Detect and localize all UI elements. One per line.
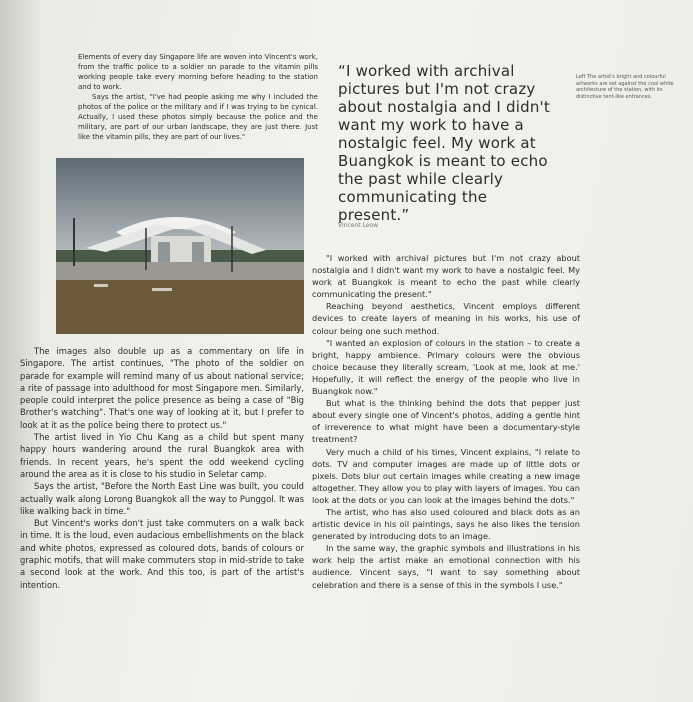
right-paragraph: In the same way, the graphic symbols and illustrations in his work help the artist make an emotional connection with his audience. Vincent says, "I want to say something about celebration and there is a sense of this in the symbols I use." (312, 543, 580, 590)
right-paragraph: "I wanted an explosion of colours in the station – to create a bright, happy ambience. Primary colours were the obvious choice because they literally scream, 'Look at me, look at me.' Hopefully, it will reflect the energy of the people who live in Buangkok now." (312, 337, 580, 397)
intro-text (78, 52, 318, 142)
station-photo (56, 158, 304, 334)
right-paragraph: "I worked with archival pictures but I'm not crazy about nostalgia and I didn't want my work to have a nostalgic feel. My work at Buangkok is meant to echo the past while clearly communicating the present." (312, 253, 580, 300)
left-paragraph: Says the artist, "Before the North East Line was built, you could actually walk along Lorong Buangkok all the way to Punggol. It was like walking back in time." (20, 481, 304, 516)
photo-caption: Left The artist's bright and colourful artworks are set against the cool white architecture of the station, with its distinctive tent-like entrances. (576, 74, 674, 100)
right-paragraph: Very much a child of his times, Vincent explains, "I relate to dots. TV and computer images are made up of little dots or pixels. Dots blur out certain images while creating a new image altogether. They allow you to play with layers of images. You can look at the dots or you can look at the images behind the dots." (312, 446, 580, 505)
right-body-text (312, 252, 580, 591)
intro-paragraph: Elements of every day Singapore life are woven into Vincent's work, from the traffic police to a soldier on parade to the vitamin pills working people take every morning before heading to the station and to work. (78, 53, 318, 91)
station-photo-illustration (56, 158, 304, 334)
pull-quote: “I worked with archival pictures but I'm not crazy about nostalgia and I didn't want my work to have a nostalgic feel. My work at Buangkok is meant to echo the past while clearly communicating the present.” (338, 62, 550, 224)
right-paragraph: But what is the thinking behind the dots that pepper just about every single one of Vincent's photos, adding a gentle hint of irreverence to what might have been a documentary-style treatment? (312, 398, 580, 445)
intro-paragraph-2: Says the artist, "I've had people asking me why I included the photos of the police or the military and if I was trying to be cynical. Actually, I used these photos simply because the police and the military, are part of our urban landscape, they are just there. Just like the vitamin pills, they are part of our lives." (78, 93, 318, 141)
left-paragraph: The artist lived in Yio Chu Kang as a child but spent many happy hours wandering around the rural Buangkok area with friends. In recent years, he's spent the odd weekend cycling around the area as it is close to his studio in Seletar camp. (20, 432, 304, 479)
right-paragraph: The artist, who has also used coloured and black dots as an artistic device in his oil paintings, says he also likes the tension generated by introducing dots to an image. (312, 506, 580, 542)
left-paragraph: The images also double up as a commentary on life in Singapore. The artist continues, "The photo of the soldier on parade for example will remind many of us about national service; a rite of passage into adulthood for most Singapore men. Similarly, people could interpret the police presence as being a case of "Big Brother's watching". That's one way of looking at it, but I prefer to look at it as the police being there to protect us." (20, 346, 304, 430)
right-paragraph: Reaching beyond aesthetics, Vincent employs different devices to create layers of meaning in his works, his use of colour being one such method. (312, 301, 580, 336)
left-paragraph: But Vincent's works don't just take commuters on a walk back in time. It is the loud, even audacious embellishments on the black and white photos, expressed as coloured dots, bands of colours or graphic motifs, that will make commuters stop in mid-stride to take a second look at the work. And this too, is part of the artist's intention. (20, 518, 304, 590)
quote-credit: Vincent Leow (338, 222, 379, 229)
left-body-text (20, 345, 304, 591)
